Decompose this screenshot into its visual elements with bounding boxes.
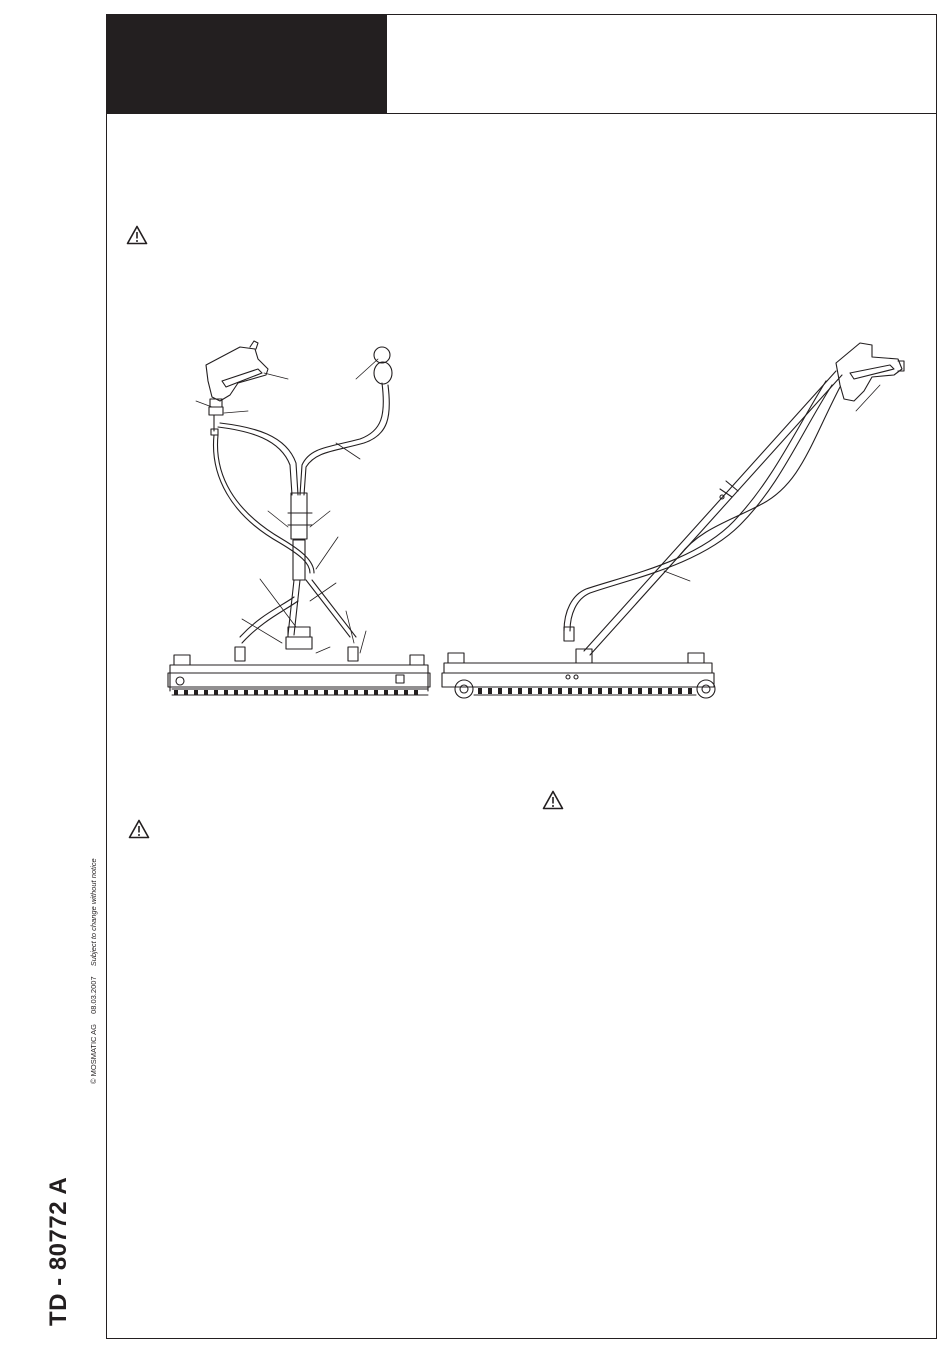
change-notice: Subject to change without notice (89, 858, 98, 967)
copyright-line (89, 858, 98, 1084)
front-brush-bristles (174, 690, 418, 695)
surface-cleaner-illustration (160, 335, 940, 710)
warning-triangle-icon (126, 225, 148, 245)
header-black-block (107, 15, 386, 113)
front-view-drawing (168, 341, 430, 695)
copyright-text: © MOSMATIC AG (89, 1024, 98, 1084)
document-code: TD - 80772 A (45, 1176, 72, 1326)
warning-triangle-icon (542, 790, 564, 810)
header-row (107, 15, 936, 114)
warning-triangle-icon (128, 819, 150, 839)
header-title-area (386, 15, 936, 113)
side-brush-bristles (478, 688, 692, 694)
side-view-drawing (442, 343, 904, 698)
document-date: 08.03.2007 (89, 976, 98, 1014)
